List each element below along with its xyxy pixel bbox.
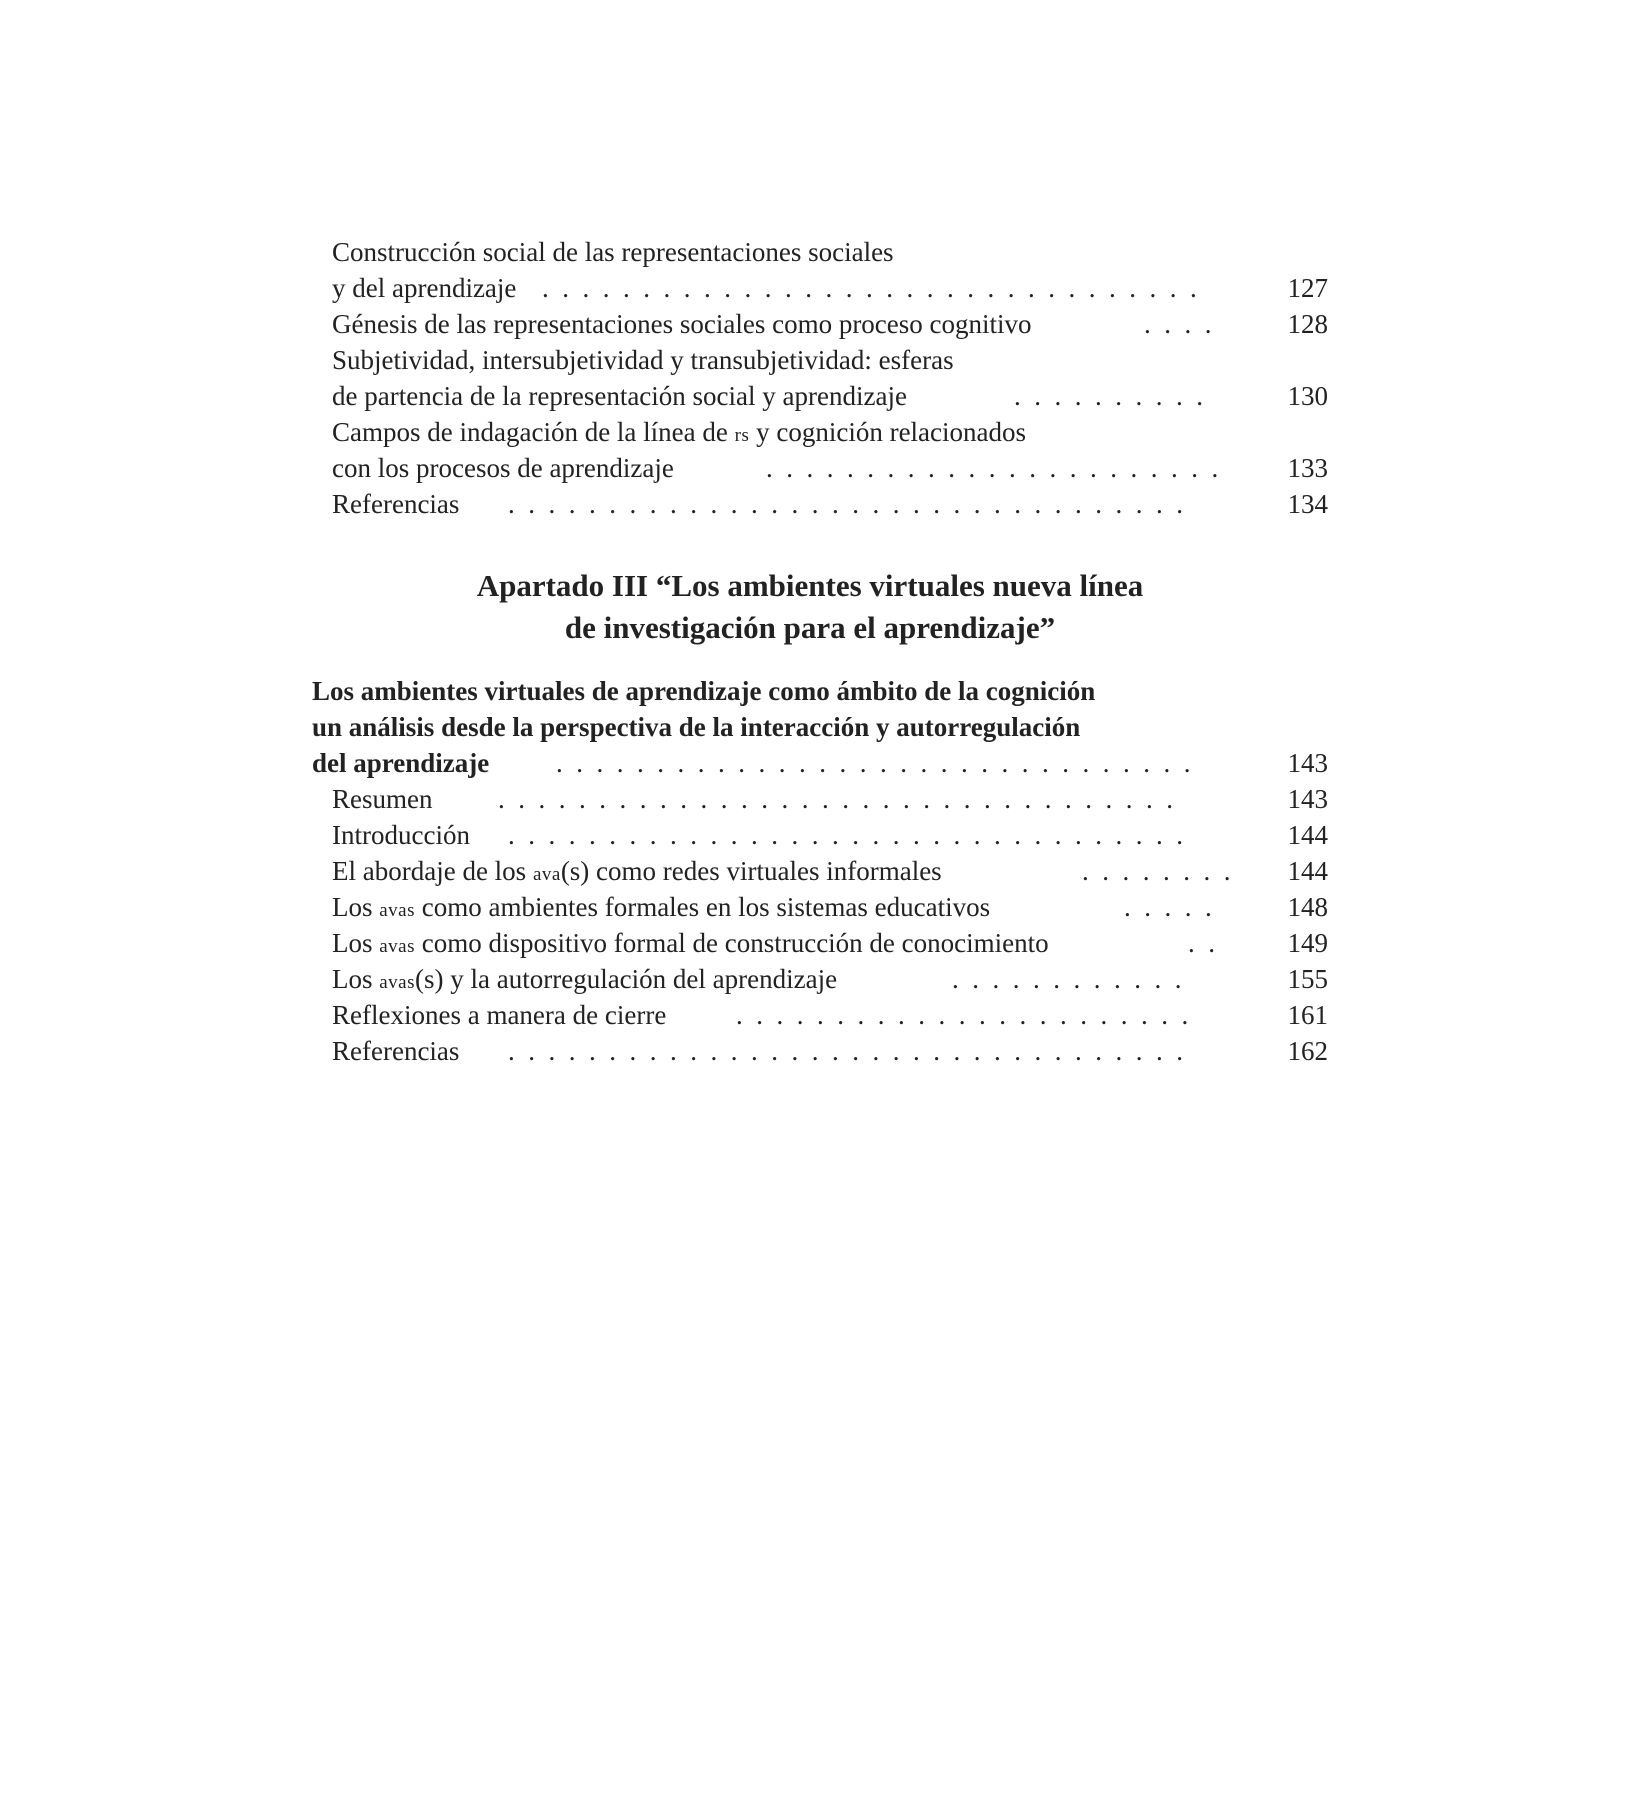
page-number: 155 bbox=[1287, 964, 1328, 994]
dot-leader: . . . . . . . . . . . . . . . . . . . . . . . . . . . . . . . . . . bbox=[508, 489, 1183, 519]
toc-entry-text bbox=[332, 925, 1049, 965]
chapter-title-text: un análisis desde la perspectiva de la interacción y autorregulación bbox=[312, 712, 1081, 742]
page-number: 130 bbox=[1287, 381, 1328, 411]
chapter-title-text: Los ambientes virtuales de aprendizaje como ámbito de la cognición bbox=[312, 676, 1096, 706]
toc-entry-line bbox=[332, 450, 1328, 486]
toc-entry-text: de partencia de la representación social y aprendizaje bbox=[332, 381, 907, 411]
toc-entry-line bbox=[332, 234, 1132, 270]
toc-entry-text: Reflexiones a manera de cierre bbox=[332, 1000, 667, 1030]
text-part: Los bbox=[332, 928, 380, 958]
page-number: 133 bbox=[1287, 453, 1328, 483]
toc-entry-text: Génesis de las representaciones sociales como proceso cognitivo bbox=[332, 309, 1032, 339]
text-part: Los bbox=[332, 892, 380, 922]
page-number: 128 bbox=[1287, 309, 1328, 339]
apartado-heading-line2: de investigación para el aprendizaje” bbox=[564, 610, 1056, 645]
dot-leader: . . . . . . . . . . bbox=[1014, 381, 1203, 411]
toc-entry-line bbox=[332, 925, 1328, 961]
toc-entry-line bbox=[332, 817, 1328, 853]
page-number: 127 bbox=[1287, 273, 1328, 303]
text-part: Campos de indagación de la línea de bbox=[332, 417, 735, 447]
toc-entry-line bbox=[332, 889, 1328, 925]
toc-entry-text: Referencias bbox=[332, 489, 460, 519]
dot-leader: . . . . . . . . . . . . . . . . . . . . . . . . . . . . . . . . . bbox=[542, 273, 1197, 303]
chapter-title-text: del aprendizaje bbox=[312, 748, 490, 778]
toc-entry-text: y del aprendizaje bbox=[332, 273, 517, 303]
page-number: 148 bbox=[1287, 892, 1328, 922]
dot-leader: . . . . . . . . . . . . . . . . . . . . . . . bbox=[736, 1000, 1189, 1030]
dot-leader: . . bbox=[1188, 928, 1215, 958]
dot-leader: . . . . . . . . . . . . . . . . . . . . . . . . . . . . . . . . . . bbox=[498, 784, 1173, 814]
page-number: 149 bbox=[1287, 928, 1328, 958]
page-number: 144 bbox=[1287, 820, 1328, 850]
dot-leader: . . . . . bbox=[1124, 892, 1212, 922]
abbreviation-rs: rs bbox=[734, 425, 750, 446]
page-number: 143 bbox=[1287, 784, 1328, 814]
toc-entry-line bbox=[332, 1033, 1328, 1069]
toc-entry-text bbox=[332, 414, 1026, 454]
dot-leader: . . . . bbox=[1144, 309, 1212, 339]
page-number: 134 bbox=[1287, 489, 1328, 519]
toc-entry-text bbox=[332, 853, 942, 893]
text-part: (s) y la autorregulación del aprendizaje bbox=[415, 964, 838, 994]
page-number: 143 bbox=[1287, 748, 1328, 778]
abbreviation-avas: avas bbox=[379, 972, 416, 993]
toc-entry-line bbox=[332, 342, 1132, 378]
toc-entry-text: Resumen bbox=[332, 784, 433, 814]
dot-leader: . . . . . . . . . . . . . . . . . . . . . . . bbox=[766, 453, 1219, 483]
text-part: Los bbox=[332, 964, 380, 994]
dot-leader: . . . . . . . . . . . . . . . . . . . . . . . . . . . . . . . . bbox=[556, 748, 1191, 778]
text-part: (s) como redes virtuales informales bbox=[560, 856, 942, 886]
abbreviation-ava: ava bbox=[532, 864, 561, 885]
toc-entry-text: Referencias bbox=[332, 1036, 460, 1066]
toc-entry-line bbox=[332, 378, 1328, 414]
toc-entry-text bbox=[332, 961, 837, 1001]
toc-entry-line bbox=[332, 781, 1328, 817]
toc-entry-line bbox=[332, 997, 1328, 1033]
page-number: 162 bbox=[1287, 1036, 1328, 1066]
toc-entry-text: Introducción bbox=[332, 820, 470, 850]
page-number: 161 bbox=[1287, 1000, 1328, 1030]
toc-entry-line bbox=[332, 414, 1232, 450]
apartado-heading-line1: Apartado III “Los ambientes virtuales nueva línea bbox=[476, 568, 1144, 603]
dot-leader: . . . . . . . . bbox=[1082, 856, 1231, 886]
toc-entry-line bbox=[332, 486, 1328, 522]
text-part: y cognición relacionados bbox=[749, 417, 1027, 447]
dot-leader: . . . . . . . . . . . . . . . . . . . . . . . . . . . . . . . . . . bbox=[508, 1036, 1183, 1066]
toc-entry-text bbox=[332, 889, 990, 929]
chapter-title-line bbox=[312, 745, 1328, 781]
toc-entry-text: Construcción social de las representaciones sociales bbox=[332, 237, 894, 267]
toc-entry-line bbox=[332, 306, 1328, 342]
toc-entry-line bbox=[332, 270, 1328, 306]
text-part: como dispositivo formal de construcción de conocimiento bbox=[415, 928, 1049, 958]
page-number: 144 bbox=[1287, 856, 1328, 886]
abbreviation-avas: avas bbox=[379, 936, 416, 957]
text-part: como ambientes formales en los sistemas educativos bbox=[415, 892, 991, 922]
toc-entry-line bbox=[332, 961, 1328, 997]
text-part: El abordaje de los bbox=[332, 856, 533, 886]
chapter-title-line bbox=[312, 673, 1212, 709]
chapter-title-line bbox=[312, 709, 1212, 745]
toc-entry-text: Subjetividad, intersubjetividad y transubjetividad: esferas bbox=[332, 345, 954, 375]
dot-leader: . . . . . . . . . . . . bbox=[952, 964, 1182, 994]
toc-entry-line bbox=[332, 853, 1328, 889]
abbreviation-avas: avas bbox=[379, 900, 416, 921]
dot-leader: . . . . . . . . . . . . . . . . . . . . . . . . . . . . . . . . . . bbox=[508, 820, 1183, 850]
toc-entry-text: con los procesos de aprendizaje bbox=[332, 453, 674, 483]
